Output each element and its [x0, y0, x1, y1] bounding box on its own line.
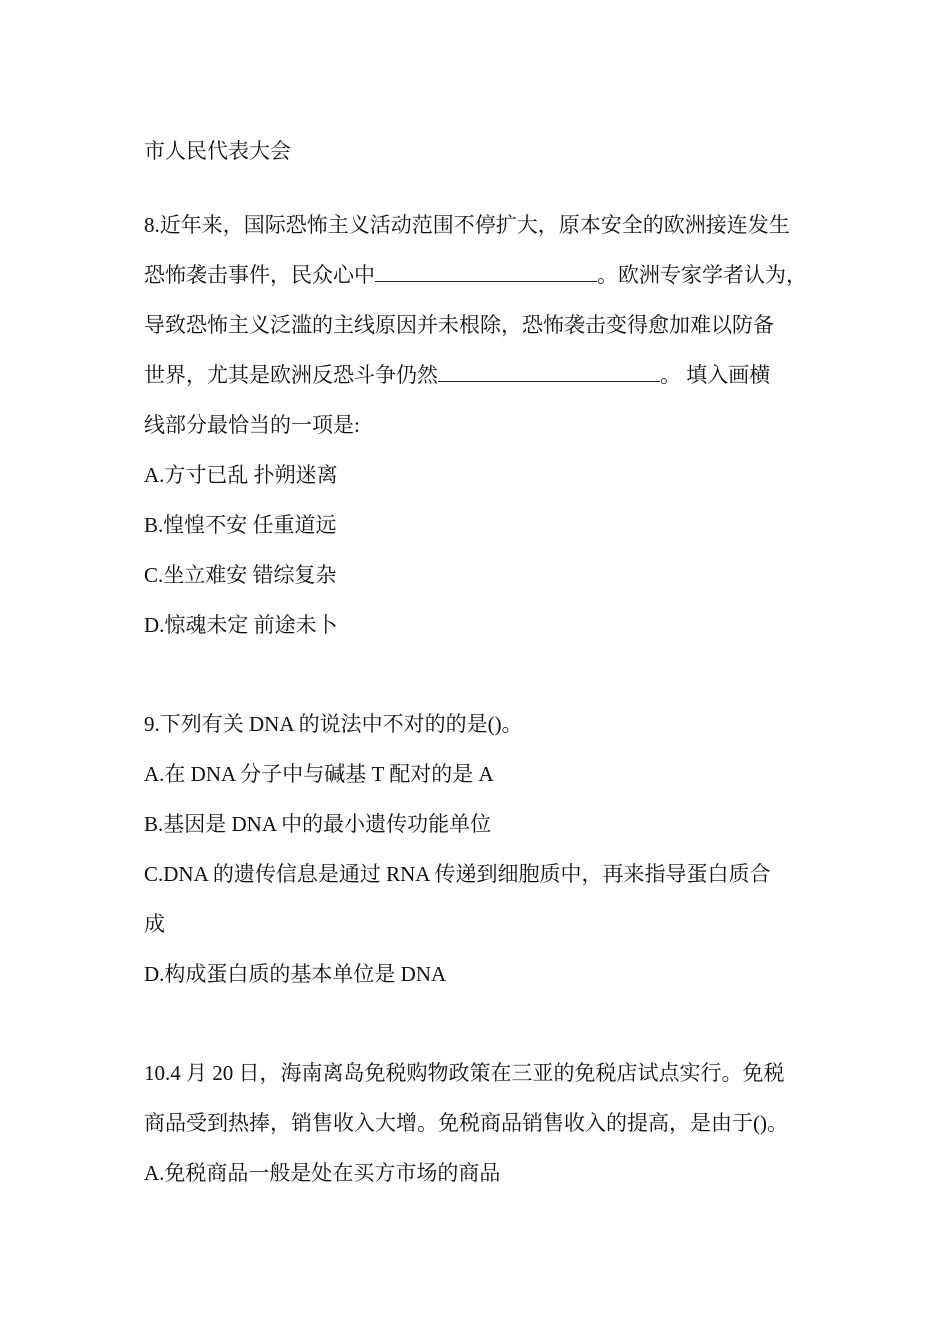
- q8-option-a: A.方寸已乱 扑朔迷离: [144, 463, 338, 487]
- q8-stem-line-3: 导致恐怖主义泛滥的主线原因并未根除，恐怖袭击变得愈加难以防备: [144, 313, 774, 337]
- q9-option-c-line-2: 成: [144, 912, 165, 936]
- q8-stem-text: 世界，尤其是欧洲反恐斗争仍然: [144, 363, 438, 387]
- q8-option-b: B.惶惶不安 任重道远: [144, 513, 337, 537]
- fill-blank-2: [438, 363, 660, 382]
- q8-stem-line-5: 线部分最恰当的一项是:: [144, 413, 360, 437]
- q8-stem-text: 恐怖袭击事件，民众心中: [144, 263, 375, 287]
- fill-blank-1: [375, 263, 597, 282]
- q9-stem: 9.下列有关 DNA 的说法中不对的的是()。: [144, 712, 523, 736]
- q8-stem-line-4: [144, 361, 770, 389]
- q9-option-a: A.在 DNA 分子中与碱基 T 配对的是 A: [144, 762, 494, 786]
- q9-option-d: D.构成蛋白质的基本单位是 DNA: [144, 962, 447, 986]
- q8-stem-text: 。欧洲专家学者认为，: [597, 263, 807, 287]
- q8-option-d: D.惊魂未定 前途未卜: [144, 613, 338, 637]
- q8-stem-line-1: 8.近年来，国际恐怖主义活动范围不停扩大，原本安全的欧洲接连发生: [144, 213, 790, 237]
- q8-option-c: C.坐立难安 错综复杂: [144, 563, 337, 587]
- q10-option-a: A.免税商品一般是处在买方市场的商品: [144, 1161, 501, 1185]
- q10-stem-line-2: 商品受到热捧，销售收入大增。免税商品销售收入的提高，是由于()。: [144, 1111, 788, 1135]
- q8-stem-text: 。 填入画横: [660, 363, 771, 387]
- q10-stem-line-1: 10.4 月 20 日，海南离岛免税购物政策在三亚的免税店试点实行。免税: [144, 1061, 785, 1085]
- fragment-text: 市人民代表大会: [144, 139, 291, 163]
- q9-option-b: B.基因是 DNA 中的最小遗传功能单位: [144, 812, 492, 836]
- q8-stem-line-2: [144, 261, 807, 289]
- q9-option-c-line-1: C.DNA 的遗传信息是通过 RNA 传递到细胞质中，再来指导蛋白质合: [144, 862, 771, 886]
